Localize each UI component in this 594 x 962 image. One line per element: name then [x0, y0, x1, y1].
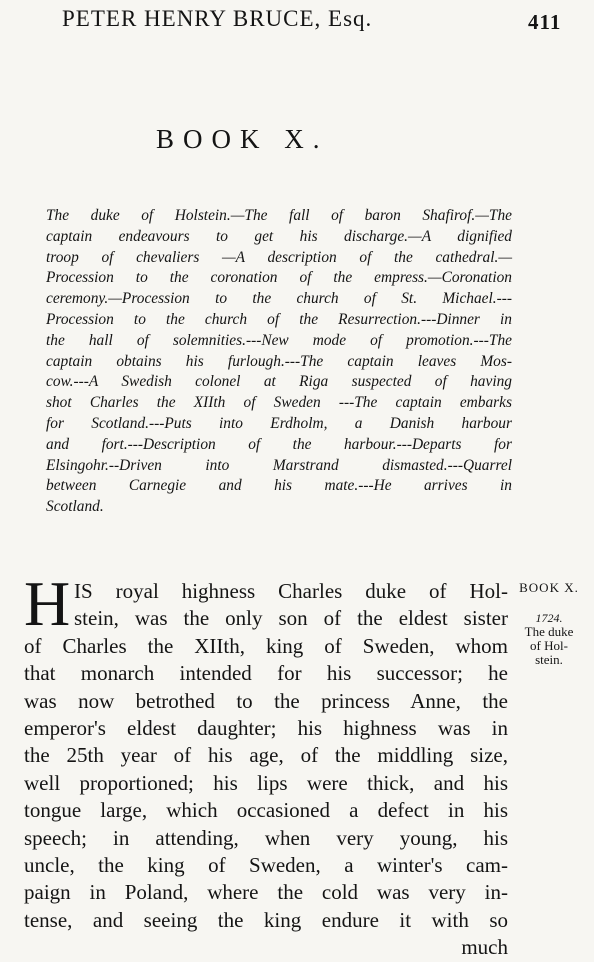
page-number: 411	[528, 10, 562, 34]
body-line: tense, and seeing the king endure it with so	[24, 907, 508, 932]
summary-line: and fort.---Description of the harbour.---Departs for	[46, 435, 512, 453]
summary-line: troop of chevaliers —A description of the cathedral.—	[46, 248, 512, 266]
summary-line: Scotland.	[46, 498, 104, 516]
margin-year: 1724.	[535, 611, 563, 625]
margin-note	[512, 582, 586, 666]
body-line: emperor's eldest daughter; his highness was in	[24, 716, 508, 741]
body-line: paign in Poland, where the cold was very in-	[24, 880, 508, 905]
body-line: uncle, the king of Sweden, a winter's cam-	[24, 853, 508, 878]
summary-line: for Scotland.---Puts into Erdholm, a Danish harbour	[46, 414, 512, 432]
body-text	[24, 578, 508, 962]
running-head: PETER HENRY BRUCE, Esq.	[62, 6, 373, 31]
margin-topic-line: The duke	[524, 624, 574, 639]
body-line: speech; in attending, when very young, his	[24, 825, 508, 850]
summary-line: between Carnegie and his mate.---He arrives in	[46, 477, 512, 495]
body-line: the 25th year of his age, of the middling size,	[24, 743, 508, 768]
body-line: well proportioned; his lips were thick, and his	[24, 770, 508, 795]
summary-line: ceremony.—Procession to the church of St. Michael.---	[46, 290, 512, 308]
summary-line: captain endeavours to get his discharge.—A dignified	[46, 227, 512, 245]
summary-line: cow.---A Swedish colonel at Riga suspected of having	[46, 373, 512, 391]
summary-line: the hall of solemnities.---New mode of promotion.---The	[46, 331, 512, 349]
drop-cap: H	[24, 568, 71, 639]
summary-line: shot Charles the XIIth of Sweden ---The captain embarks	[46, 394, 512, 412]
margin-topic-line: of Hol-	[530, 638, 568, 653]
chapter-summary	[46, 206, 512, 518]
margin-topic-line: stein.	[535, 652, 563, 667]
summary-line: Procession to the coronation of the empress.—Coronation	[46, 269, 512, 287]
body-line: stein, was the only son of the eldest sister	[74, 606, 508, 631]
body-line: tongue large, which occasioned a defect in his	[24, 798, 508, 823]
summary-line: The duke of Holstein.—The fall of baron Shafirof.—The	[46, 207, 512, 224]
body-line: IS royal highness Charles duke of Hol-	[74, 579, 508, 603]
summary-line: Elsingohr.--Driven into Marstrand dismasted.---Quarrel	[46, 456, 512, 474]
summary-line: Procession to the church of the Resurrection.---Dinner in	[46, 310, 512, 328]
body-line: that monarch intended for his successor; he	[24, 661, 508, 686]
body-line: of Charles the XIIth, king of Sweden, whom	[24, 633, 508, 658]
body-line: was now betrothed to the princess Anne, the	[24, 688, 508, 713]
margin-book-label: BOOK X.	[519, 580, 579, 595]
book-title: BOOK X.	[156, 124, 329, 154]
summary-line: captain obtains his furlough.---The captain leaves Mos-	[46, 352, 512, 370]
catchword: much	[461, 935, 508, 960]
